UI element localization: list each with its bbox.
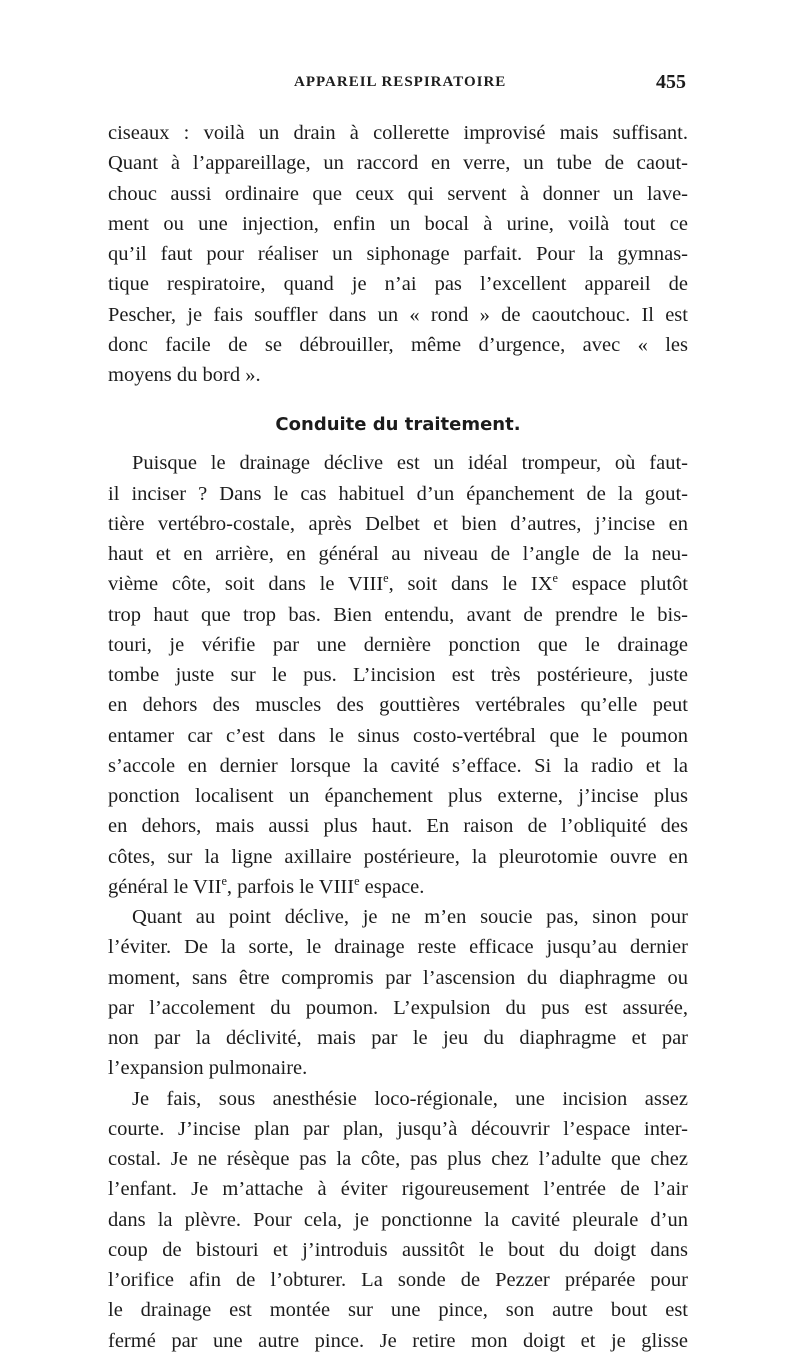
text-line: en dehors, mais aussi plus haut. En raison de l’obliquité des — [108, 815, 688, 838]
section-heading: Conduite du traitement. — [275, 414, 521, 436]
superscript: e — [552, 571, 558, 586]
text-line: il inciser ? Dans le cas habituel d’un épanchement de la gout- — [108, 482, 688, 505]
line-part: vième côte, soit dans le VIII — [108, 573, 384, 596]
text-line: tombe juste sur le pus. L’incision est très postérieure, juste — [108, 664, 688, 686]
text-line: Pescher, je fais souffler dans un « rond » de caoutchouc. Il est — [108, 303, 688, 326]
text-line: par l’accolement du poumon. L’expulsion du pus est assurée, — [108, 996, 688, 1019]
text-line: Puisque le drainage déclive est un idéal trompeur, où faut- — [132, 452, 688, 475]
text-line: l’éviter. De la sorte, le drainage reste efficace jusqu’au dernier — [108, 936, 688, 959]
text-line: l’expansion pulmonaire. — [108, 1057, 308, 1080]
paragraph-3 — [108, 902, 688, 1084]
paragraph-2 — [108, 448, 688, 902]
text-line: touri, je vérifie par une dernière ponction que le drainage — [108, 633, 688, 656]
line-part: général le VII — [108, 875, 222, 898]
paragraph-4 — [108, 1084, 688, 1356]
text-line: fermé par une autre pince. Je retire mon doigt et je glisse — [108, 1329, 688, 1352]
text-line: haut et en arrière, en général au niveau de l’angle de la neu- — [108, 543, 688, 565]
line-part: , parfois le VIII — [226, 875, 355, 898]
line-part: espace. — [359, 875, 425, 898]
text-line: côtes, sur la ligne axillaire postérieure, la pleurotomie ouvre en — [108, 845, 688, 868]
text-line: tière vertébro-costale, après Delbet et bien d’autres, j’incise en — [108, 512, 688, 535]
text-line: ciseaux : voilà un drain à collerette improvisé mais suffisant. — [108, 122, 688, 144]
superscript: e — [383, 571, 389, 586]
text-line: chouc aussi ordinaire que ceux qui servent à donner un lave- — [108, 182, 688, 205]
text-line: le drainage est montée sur une pince, son autre bout est — [108, 1299, 688, 1322]
text-line: l’enfant. Je m’attache à éviter rigoureusement l’entrée de l’air — [108, 1178, 688, 1201]
superscript: e — [221, 873, 227, 888]
text-line: non par la déclivité, mais par le jeu du diaphragme et par — [108, 1027, 688, 1049]
page-number: 455 — [656, 71, 686, 93]
text-line: s’accole en dernier lorsque la cavité s’efface. Si la radio et la — [108, 754, 688, 777]
line-part: espace plutôt — [557, 573, 689, 596]
text-line: courte. J’incise plan par plan, jusqu’à découvrir l’espace inter- — [108, 1117, 688, 1140]
superscript: e — [354, 873, 360, 888]
text-line — [108, 569, 688, 599]
text-line: moyens du bord ». — [108, 364, 261, 386]
text-line: trop haut que trop bas. Bien entendu, avant de prendre le bis- — [108, 603, 688, 626]
text-line: l’orifice afin de l’obturer. La sonde de Pezzer préparée pour — [108, 1269, 688, 1291]
text-line: Quant à l’appareillage, un raccord en verre, un tube de caout- — [108, 152, 688, 175]
text-line: entamer car c’est dans le sinus costo-vertébral que le poumon — [108, 724, 688, 747]
text-line: moment, sans être compromis par l’ascension du diaphragme ou — [108, 966, 688, 989]
text-line: costal. Je ne résèque pas la côte, pas plus chez l’adulte que chez — [108, 1148, 688, 1170]
text-line: coup de bistouri et j’introduis aussitôt le bout du doigt dans — [108, 1238, 688, 1261]
text-line: Je fais, sous anesthésie loco-régionale, une incision assez — [132, 1087, 688, 1110]
text-line: qu’il faut pour réaliser un siphonage parfait. Pour la gymnas- — [108, 243, 688, 265]
text-line: ponction localisent un épanchement plus externe, j’incise plus — [108, 785, 688, 807]
paragraph-1 — [108, 118, 688, 390]
text-line: tique respiratoire, quand je n’ai pas l’excellent appareil de — [108, 273, 688, 296]
text-line: en dehors des muscles des gouttières vertébrales qu’elle peut — [108, 694, 688, 717]
text-line: dans la plèvre. Pour cela, je ponctionne la cavité pleurale d’un — [108, 1208, 688, 1231]
text-line: Quant au point déclive, je ne m’en soucie pas, sinon pour — [132, 906, 688, 928]
line-part: , soit dans le IX — [388, 573, 553, 596]
text-line — [108, 872, 688, 902]
body-text — [108, 118, 688, 1356]
running-head: APPAREIL RESPIRATOIRE — [294, 74, 507, 90]
text-line: donc facile de se débrouiller, même d’urgence, avec « les — [108, 333, 688, 356]
page-header — [108, 71, 686, 100]
text-line: ment ou une injection, enfin un bocal à urine, voilà tout ce — [108, 212, 688, 235]
